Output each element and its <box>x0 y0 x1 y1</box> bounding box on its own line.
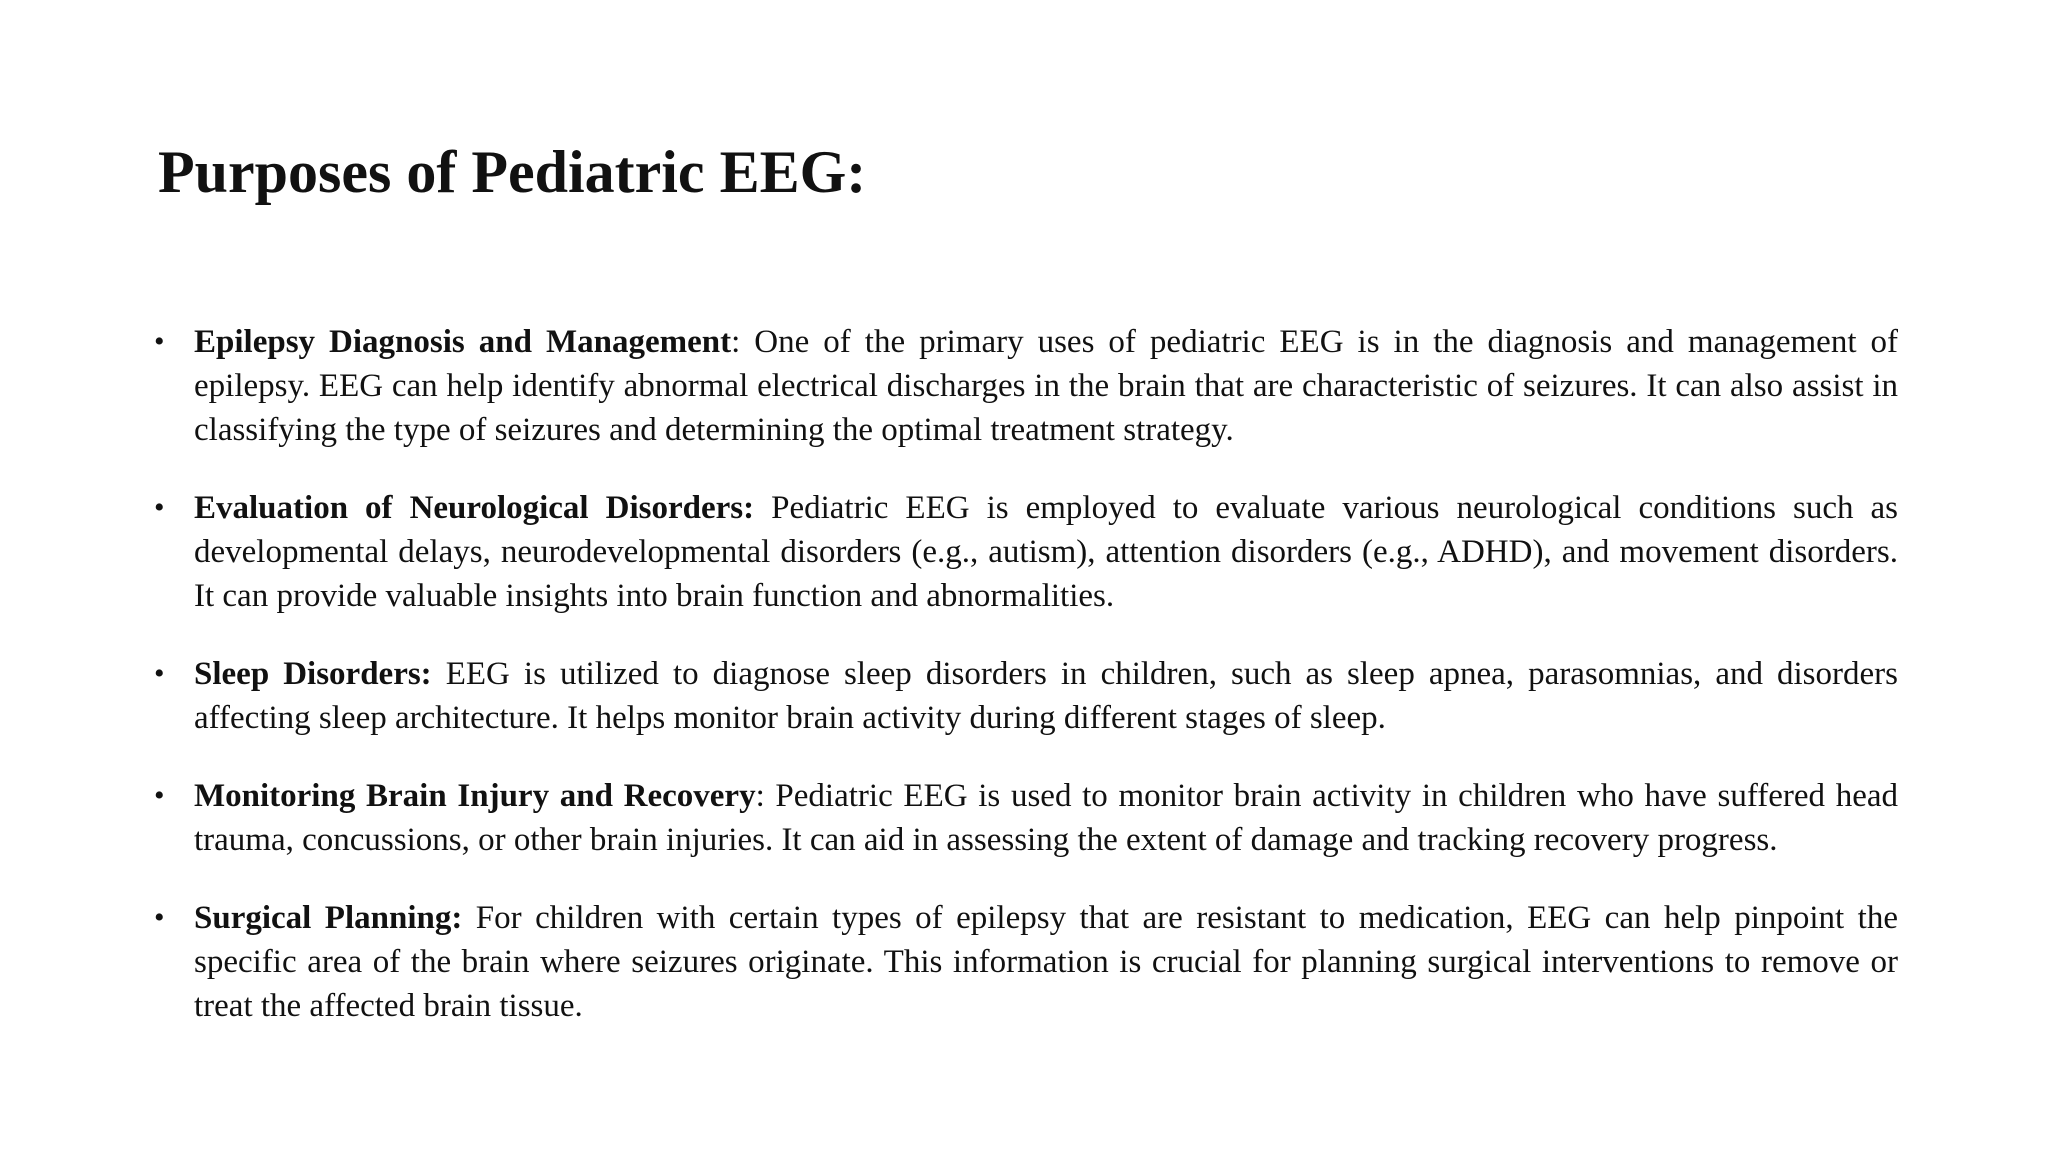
bullet-text: EEG is utilized to diagnose sleep disorders in children, such as sleep apnea, parasomnias, and disorders affecting sleep architecture. It helps monitor brain activity during different stages of sleep. <box>194 656 1898 736</box>
bullet-text: For children with certain types of epilepsy that are resistant to medication, EEG can help pinpoint the specific area of the brain where seizures originate. This information is crucial for planning surgical interventions to remove or treat the affected brain tissue. <box>194 900 1898 1024</box>
bullet-list <box>154 320 1898 1062</box>
bullet-text: Pediatric EEG is employed to evaluate various neurological conditions such as developmental delays, neurodevelopmental disorders (e.g., autism), attention disorders (e.g., ADHD), and movement disorders. It can provide valuable insights into brain function and abnormalities. <box>194 490 1898 614</box>
bullet-surgical <box>154 896 1898 1028</box>
bullet-neurological <box>154 486 1898 618</box>
bullet-heading: Sleep Disorders: <box>194 656 432 692</box>
bullet-heading: Evaluation of Neurological Disorders: <box>194 490 755 526</box>
bullet-heading: Monitoring Brain Injury and Recovery <box>194 778 756 814</box>
bullet-dot-icon: • <box>154 657 165 690</box>
bullet-brain-injury <box>154 774 1898 862</box>
bullet-text: : One of the primary uses of pediatric EEG is in the diagnosis and management of epilepsy. EEG can help identify abnormal electrical discharges in the brain that are characteristic of seizures. It can also assist in classifying the type of seizures and determining the optimal treatment strategy. <box>194 324 1898 448</box>
bullet-sleep <box>154 652 1898 740</box>
bullet-text: : Pediatric EEG is used to monitor brain activity in children who have suffered head trauma, concussions, or other brain injuries. It can aid in assessing the extent of damage and tracking recovery progress. <box>194 778 1898 858</box>
bullet-heading: Surgical Planning: <box>194 900 463 936</box>
bullet-dot-icon: • <box>154 779 165 812</box>
bullet-heading: Epilepsy Diagnosis and Management <box>194 324 732 360</box>
slide-title: Purposes of Pediatric EEG: <box>158 139 867 205</box>
bullet-dot-icon: • <box>154 901 165 934</box>
bullet-dot-icon: • <box>154 325 165 358</box>
bullet-epilepsy <box>154 320 1898 452</box>
bullet-dot-icon: • <box>154 491 165 524</box>
